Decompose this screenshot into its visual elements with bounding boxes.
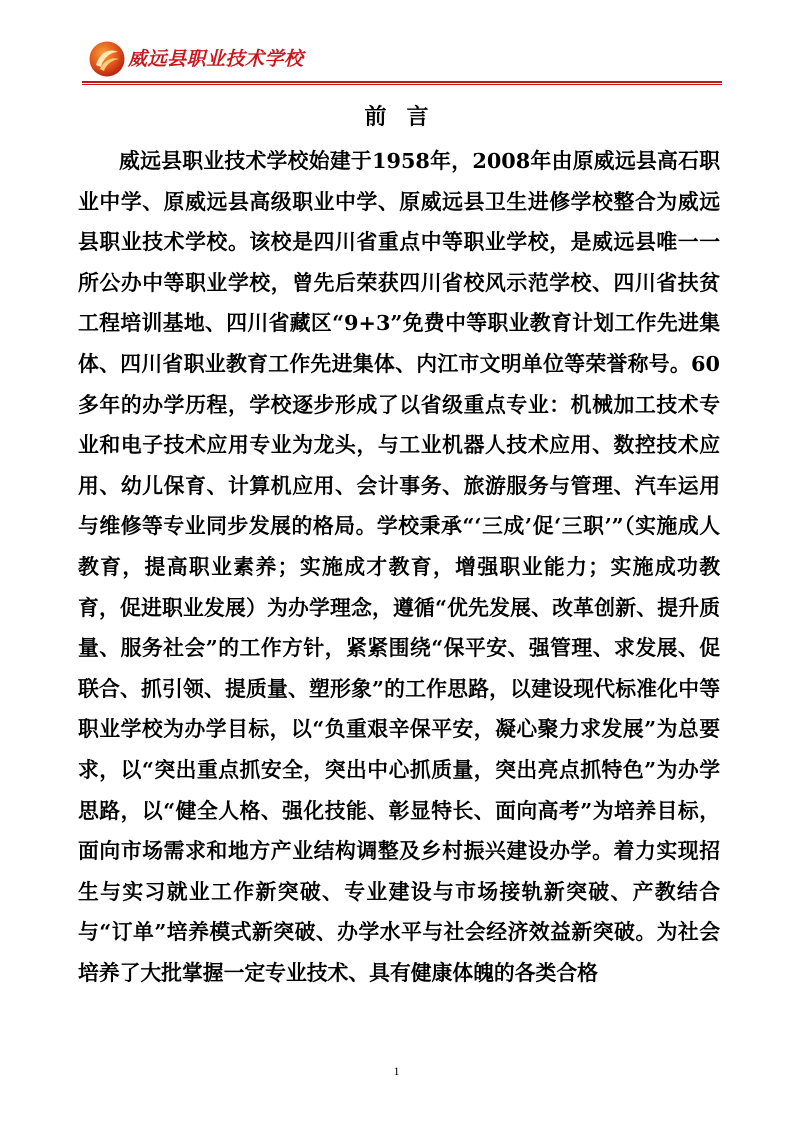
- school-emblem-icon: [88, 40, 126, 78]
- header-rule: [82, 81, 722, 83]
- page-title: 前言: [364, 104, 449, 130]
- school-name: 威远县职业技术学校: [128, 48, 304, 70]
- body-paragraph: 威远县职业技术学校始建于1958年，2008年由原威远县高石职业中学、原威远县高级职业中学、原威远县卫生进修学校整合为威远县职业技术学校。该校是四川省重点中等职业学校，是威远县唯一一所公办中等职业学校，曾先后荣获四川省校风示范学校、四川省扶贫工程培训基地、四川省藏区“9+3”免费中等职业教育计划工作先进集体、四川省职业教育工作先进集体、内江市文明单位等荣誉称号。60多年的办学历程，学校逐步形成了以省级重点专业：机械加工技术专业和电子技术应用专业为龙头，与工业机器人技术应用、数控技术应用、幼儿保育、计算机应用、会计事务、旅游服务与管理、汽车运用与维修等专业同步发展的格局。学校秉承“‘三成’促‘三职’”（实施成人教育，提高职业素养；实施成才教育，增强职业能力；实施成功教育，促进职业发展）为办学理念，遵循“优先发展、改革创新、提升质量、服务社会”的工作方针，紧紧围绕“保平安、强管理、求发展、促联合、抓引领、提质量、塑形象”的工作思路，以建设现代标准化中等职业学校为办学目标，以“负重艰辛保平安，凝心聚力求发展”为总要求，以“突出重点抓安全，突出中心抓质量，突出亮点抓特色”为办学思路，以“健全人格、强化技能、彰显特长、面向高考”为培养目标，面向市场需求和地方产业结构调整及乡村振兴建设办学。着力实现招生与实习就业工作新突破、专业建设与市场接轨新突破、产教结合与“订单”培养模式新突破、办学水平与社会经济效益新突破。为社会培养了大批掌握一定专业技术、具有健康体魄的各类合格: [78, 148, 720, 985]
- page-header: [82, 36, 722, 82]
- page-number: 1: [393, 1064, 400, 1078]
- header-rule-thin: [82, 84, 722, 85]
